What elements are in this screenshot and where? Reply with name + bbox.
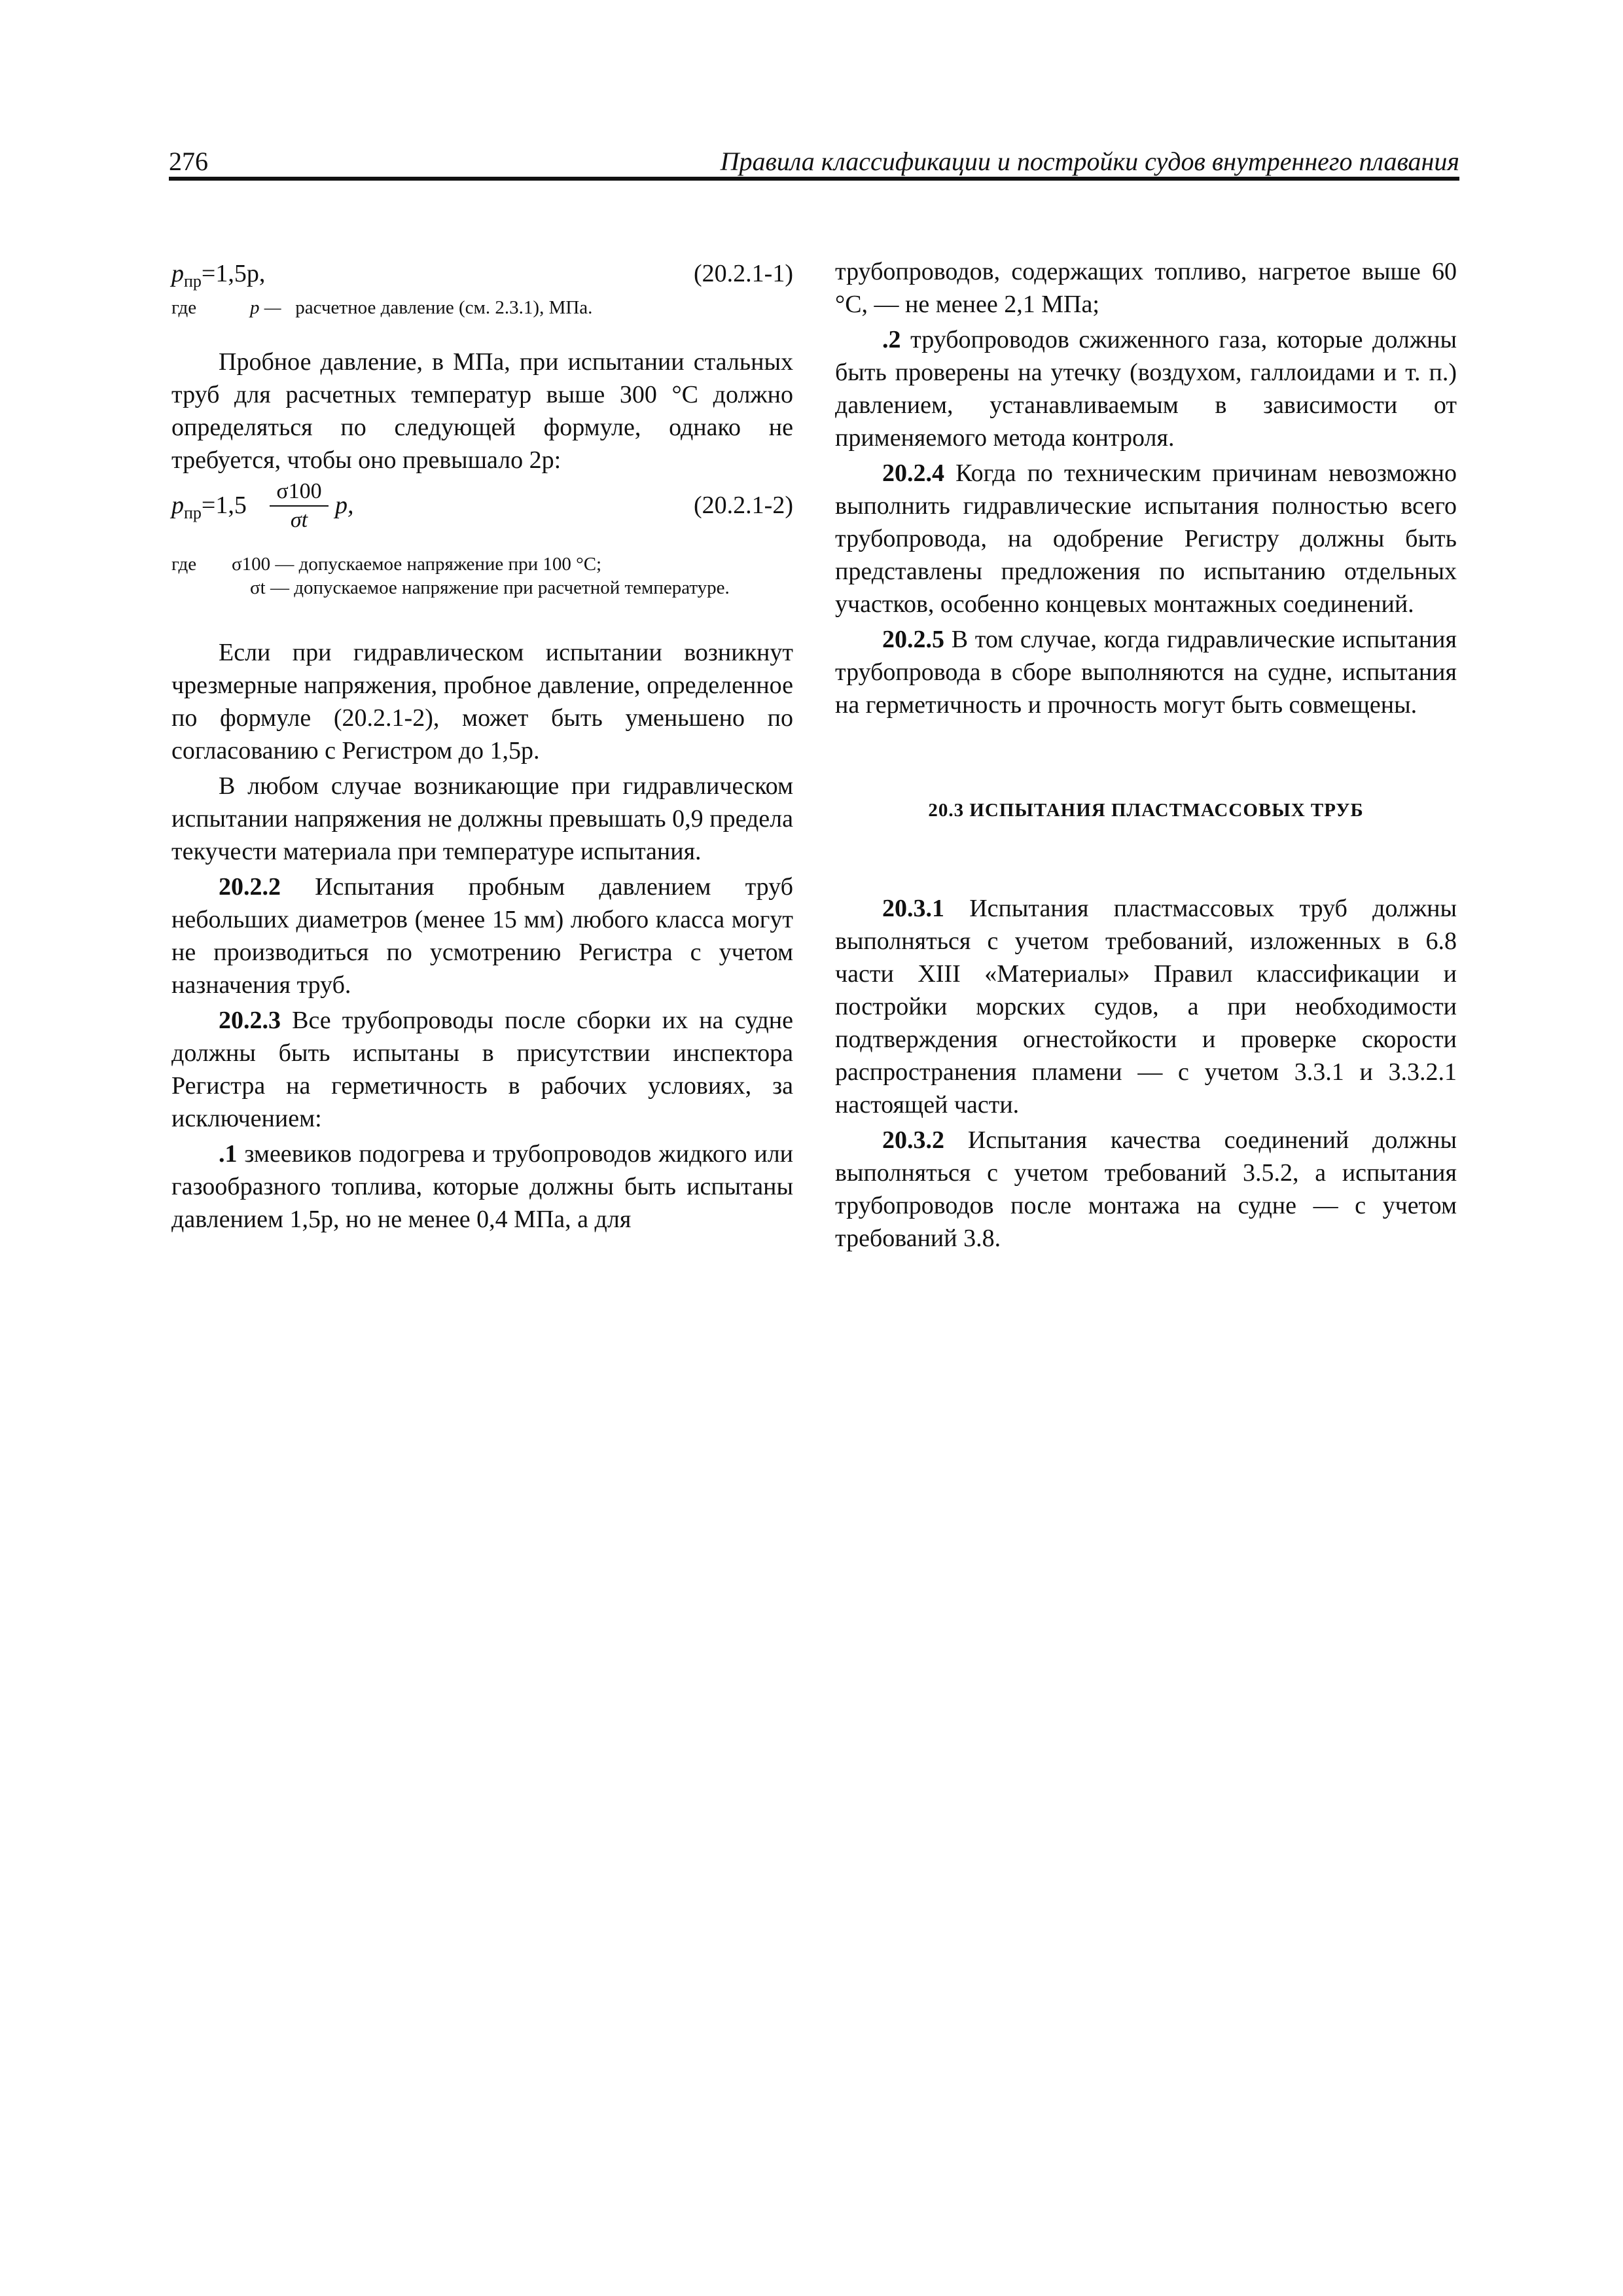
page-number: 276 xyxy=(169,147,208,176)
left-column xyxy=(171,255,793,1236)
formula-1-legend: где p — расчетное давление (см. 2.3.1), МПа. xyxy=(171,297,593,318)
equation-number: (20.2.1-2) xyxy=(694,492,793,519)
formula-20-2-1-2: $p_{пр}=1,5$ $\frac{\sigma 100}{\sigma t}$ p, (20.2.1-2) xyxy=(171,478,793,541)
clause-20-2-2: 20.2.2 Испытания пробным давлением труб небольших диаметров (менее 15 мм) любого класса могут не производиться по усмотрению Регистра с учетом назначения труб. xyxy=(171,873,793,999)
running-title: Правила классификации и постройки судов внутреннего плавания xyxy=(720,147,1459,176)
right-column xyxy=(835,255,1457,1255)
header-rule xyxy=(169,177,1459,181)
paragraph: В любом случае возникающие при гидравлическом испытании напряжения не должны превышать 0,9 предела текучести материала при температуре испытания. xyxy=(171,772,793,865)
page-header xyxy=(169,134,1459,180)
formula-20-2-1-1: $p_{пр}=1,5p$, (20.2.1-1) xyxy=(171,255,793,292)
fraction-numerator: σ100 xyxy=(270,478,329,507)
fraction-denominator: σt xyxy=(290,508,308,532)
clause-20-2-4: 20.2.4 Когда по техническим причинам невозможно выполнить гидравлические испытания полностью всего трубопровода, на одобрение Регистру должны быть представлены предложения по испытанию отдельных участков, особенно концевых монтажных соединений. xyxy=(835,459,1457,618)
clause-20-2-3: 20.2.3 Все трубопроводы после сборки их на судне должны быть испытаны в присутствии инспектора Регистра на герметичность в рабочих условиях, за исключением: xyxy=(171,1007,794,1132)
equation-number: (20.2.1-1) xyxy=(694,260,793,287)
list-item-2: .2 трубопроводов сжиженного газа, которые должны быть проверены на утечку (воздухом, галлоидами и т. п.) давлением, устанавливаемым в зависимости от применяемого метода контроля. xyxy=(835,326,1457,452)
clause-20-2-5: 20.2.5 В том случае, когда гидравлические испытания трубопровода в сборе выполняются на судне, испытания на герметичность и прочность могут быть совмещены. xyxy=(835,626,1457,719)
section-heading: 20.3 ИСПЫТАНИЯ ПЛАСТМАССОВЫХ ТРУБ xyxy=(928,800,1364,821)
list-item-1: .1 змеевиков подогрева и трубопроводов жидкого или газообразного топлива, которые должны быть испытаны давлением 1,5p, но не менее 0,4 МПа, а для xyxy=(171,1140,794,1233)
clause-20-3-2: 20.3.2 Испытания качества соединений должны выполняться с учетом требований 3.5.2, а испытания трубопроводов после монтажа на судне — с учетом требований 3.8. xyxy=(835,1126,1457,1252)
paragraph: Пробное давление, в МПа, при испытании стальных труб для расчетных температур выше 300 °C должно определяться по следующей формуле, однако не требуется, чтобы оно превышало 2p: xyxy=(171,348,793,474)
formula-2-legend: где σ100 — допускаемое напряжение при 100 °C; σt — допускаемое напряжение при расчетной температуре. xyxy=(171,554,730,598)
clause-20-3-1: 20.3.1 Испытания пластмассовых труб должны выполняться с учетом требований, изложенных в 6.8 части XIII «Материалы» Правил классификации и постройки морских судов, а при необходимости подтверждения огнестойкости и проверке скорости распространения пламени — с учетом 3.3.1 и 3.3.2.1 настоящей части. xyxy=(835,895,1457,1119)
list-item-1-continued: трубопроводов, содержащих топливо, нагретое выше 60 °C, — не менее 2,1 МПа; xyxy=(835,258,1457,318)
fraction xyxy=(270,478,329,534)
paragraph: Если при гидравлическом испытании возникнут чрезмерные напряжения, пробное давление, определенное по формуле (20.2.1-2), может быть уменьшено по согласованию с Регистром до 1,5p. xyxy=(171,639,793,764)
